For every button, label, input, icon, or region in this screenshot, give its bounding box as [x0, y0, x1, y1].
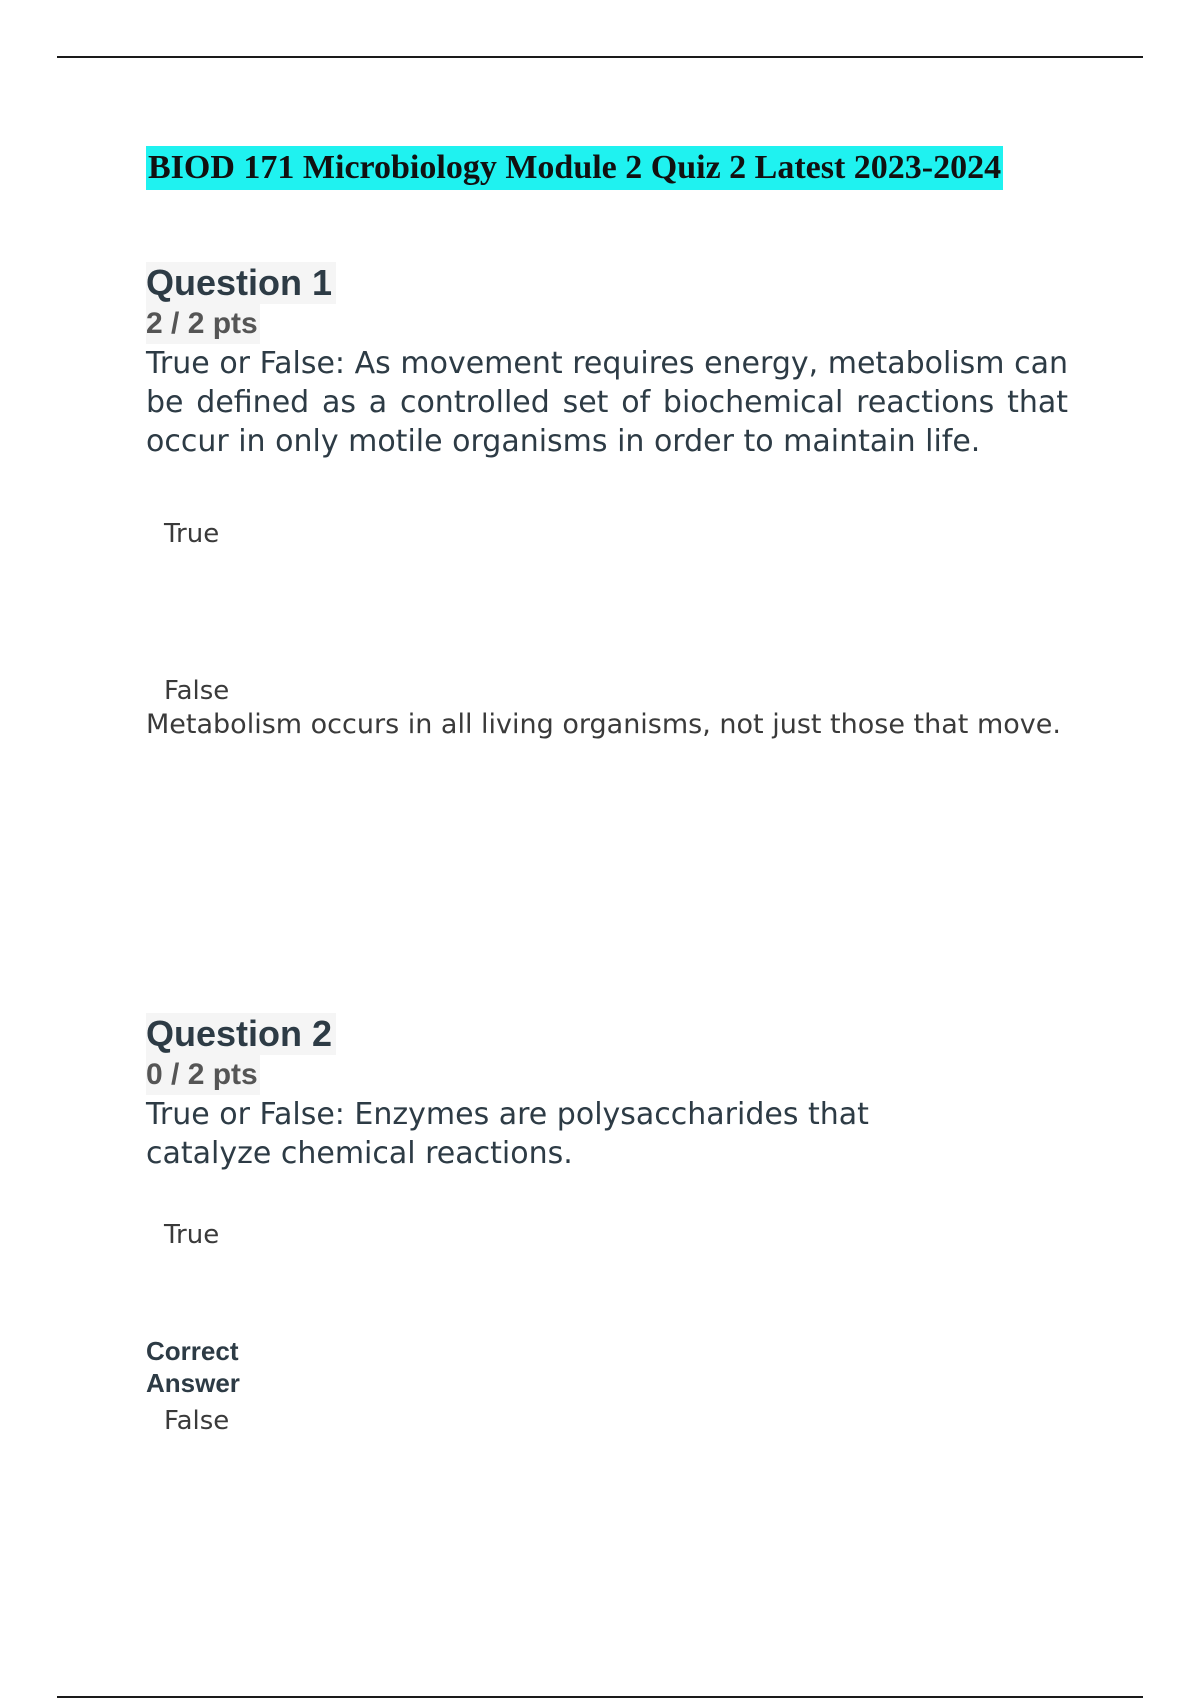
answer-option-true: True — [164, 1220, 220, 1250]
top-rule — [57, 56, 1143, 58]
question-2 — [146, 1013, 1068, 1453]
bottom-rule — [57, 1696, 1143, 1698]
question-points: 0 / 2 pts — [146, 1055, 260, 1095]
answer-feedback: Metabolism occurs in all living organisms, not just those that move. — [146, 709, 1061, 740]
question-text: True or False: As movement requires energy, metabolism can be defined as a controlled set of biochemical reactions that occur in only motile organisms in order to maintain life. — [146, 346, 1068, 459]
question-heading: Question 2 — [146, 1013, 336, 1055]
answer-option-false: False — [164, 1406, 230, 1436]
answer-option-false: False — [164, 676, 230, 706]
document-title: BIOD 171 Microbiology Module 2 Quiz 2 Latest 2023-2024 — [146, 146, 1003, 190]
question-points: 2 / 2 pts — [146, 304, 260, 344]
question-heading: Question 1 — [146, 262, 336, 304]
question-text: True or False: Enzymes are polysaccharides that catalyze chemical reactions. — [146, 1097, 869, 1171]
answer-option-true: True — [164, 519, 220, 549]
question-1 — [146, 262, 1068, 762]
correct-answer-label: Correct Answer — [146, 1336, 240, 1398]
